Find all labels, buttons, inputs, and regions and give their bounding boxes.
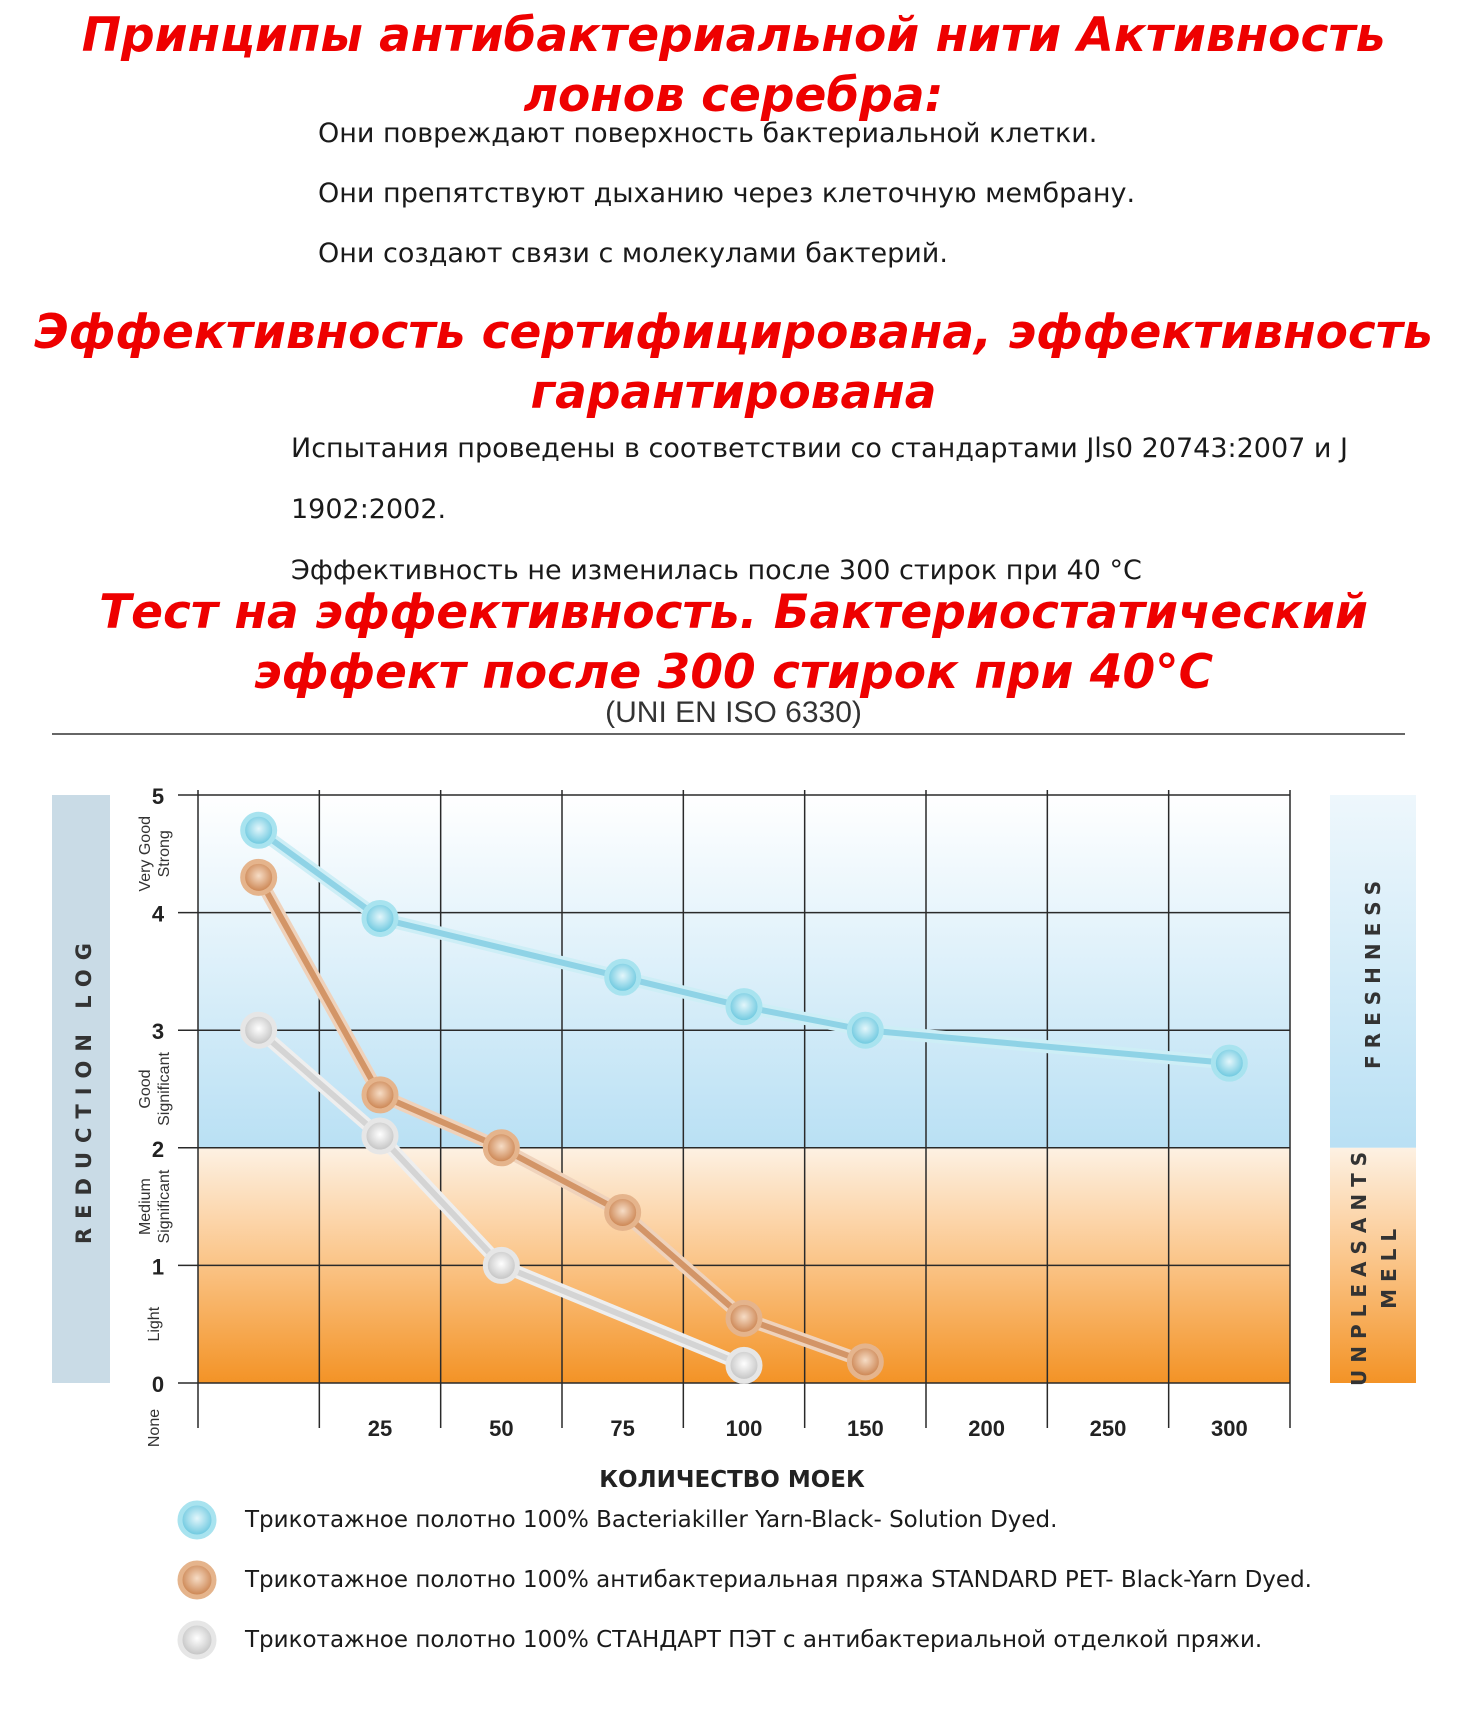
zone-label-line: MELL [1377,1221,1401,1309]
quality-category-line: Significant [156,1052,173,1126]
data-point [849,1346,881,1378]
legend-orange-dot-icon [175,1558,219,1602]
x-tick-label: 150 [846,1416,884,1441]
standards-line-2: 1902:2002. [291,494,447,525]
quality-category-line: Strong [156,830,173,878]
data-point [364,1120,396,1152]
data-point [1213,1047,1245,1079]
quality-category-label [146,1409,163,1447]
heading-principles: Принципы антибактериальной нити Активность лонов серебра: [81,8,1386,123]
principle-line-2: Они препятствуют дыханию через клеточную мембрану. [318,178,1136,209]
y-tick-label: 4 [151,901,165,927]
x-tick-label: 100 [725,1416,763,1441]
standards-line-3: Эффективность не изменилась после 300 стирок при 40 °C [291,555,1142,586]
x-tick-label: 50 [489,1416,514,1441]
test-standard-subtitle: (UNI EN ISO 6330) [605,696,862,729]
legend-label: Трикотажное полотно 100% антибактериальная пряжа STANDARD PET- Black-Yarn Dyed. [245,1567,1312,1593]
quality-category-label [137,816,173,892]
legend-item-bacteriakiller [175,1495,1057,1545]
data-point [485,1249,517,1281]
legend-label: Трикотажное полотно 100% Bacteriakiller Yarn-Black- Solution Dyed. [245,1507,1058,1533]
x-tick-label: 75 [610,1416,635,1441]
x-axis-title: КОЛИЧЕСТВО МОЕК [599,1467,865,1493]
legend-grey-dot-icon [175,1618,219,1662]
legend-item-standard-finish [175,1615,1262,1665]
quality-category-line: Very Good [137,815,154,892]
zone-band [1330,1148,1416,1383]
x-tick-label: 250 [1089,1416,1127,1441]
y-tick-label: 0 [151,1372,165,1397]
legend-item-standard-pet [175,1555,1312,1605]
data-point [849,1014,881,1046]
standards-line-1: Испытания проведены в соответствии со стандартами Jls0 20743:2007 и J [291,433,1349,464]
quality-category-line: Significant [156,1169,173,1244]
heading-certified: Эффективность сертифицирована, эффективность гарантирована [34,305,1433,420]
x-tick-label: 300 [1210,1416,1248,1441]
legend-label: Трикотажное полотно 100% СТАНДАРТ ПЭТ с антибактериальной отделкой пряжи. [245,1627,1263,1653]
quality-category-label [137,1169,173,1243]
y-axis-title: REDUCTION LOG [72,933,96,1245]
quality-category-line: Good [137,1069,154,1109]
data-point [728,991,760,1023]
data-point [607,961,639,993]
quality-category-label [146,1306,163,1341]
quality-category-line: None [146,1408,163,1448]
principle-line-3: Они создают связи с молекулами бактерий. [318,238,948,269]
data-point [607,1196,639,1228]
quality-category-line: Light [146,1306,163,1342]
zone-label-line: UNPLEASANTS [1347,1144,1371,1387]
quality-category-line: Medium [137,1178,154,1236]
zone-label [1361,874,1385,1069]
data-point [364,1079,396,1111]
data-point [728,1302,760,1334]
zone-label-line: FRESHNESS [1361,873,1385,1069]
quality-category-label [137,1052,173,1126]
y-tick-label: 5 [151,784,165,809]
y-tick-label: 1 [151,1254,165,1280]
data-point [243,1014,275,1046]
data-point [485,1132,517,1164]
y-tick-label: 2 [151,1136,165,1162]
data-point [243,814,275,846]
data-point [243,861,275,893]
y-tick-label: 3 [151,1019,165,1045]
data-point [728,1349,760,1381]
x-tick-label: 200 [968,1416,1006,1441]
bacteriostatic-chart [0,720,1467,1500]
heading-efficiency-test: Тест на эффективность. Бактериостатический эффект после 300 стирок при 40°C [99,585,1368,700]
principle-line-1: Они повреждают поверхность бактериальной клетки. [318,118,1098,149]
data-point [364,902,396,934]
x-tick-label: 25 [367,1416,393,1441]
legend-blue-dot-icon [175,1498,219,1542]
